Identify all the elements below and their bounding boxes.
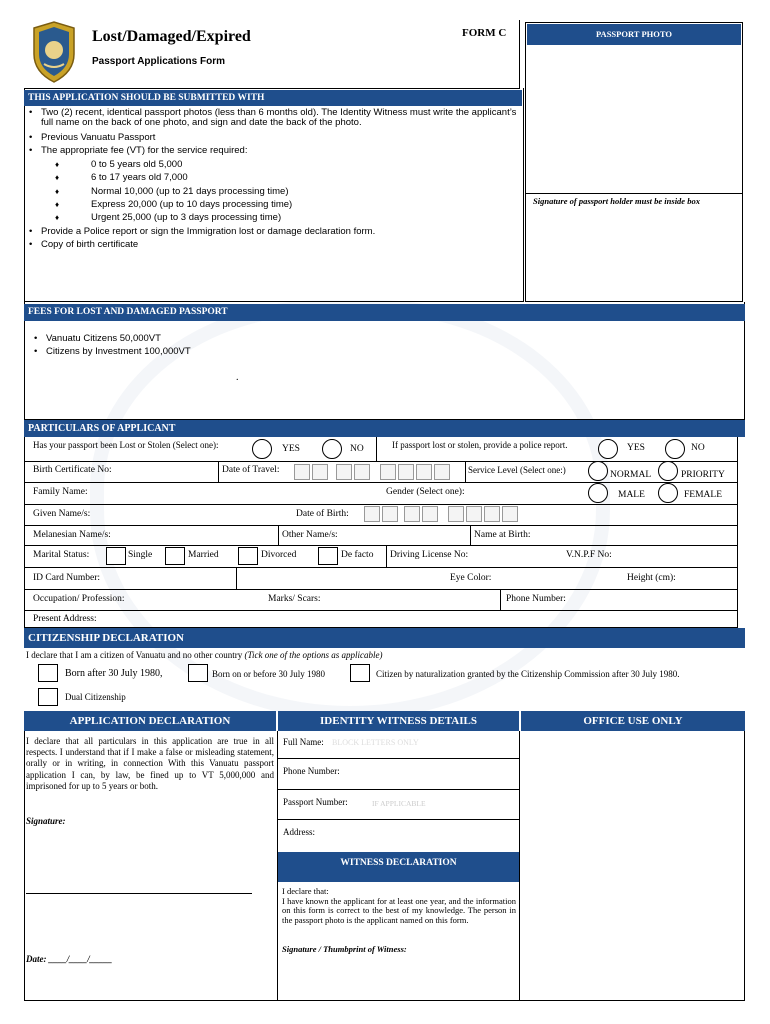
witness-passport-label: Passport Number: <box>283 797 348 807</box>
melanesian-names-label: Melanesian Name/s: <box>33 530 111 540</box>
gender-label: Gender (Select one): <box>386 487 465 497</box>
identity-witness-heading: IDENTITY WITNESS DETAILS <box>278 711 519 731</box>
form-code: FORM C <box>462 27 507 39</box>
requirement-birth-certificate: • Copy of birth certificate <box>29 238 521 251</box>
dob-input[interactable] <box>364 505 534 523</box>
marital-status-label: Marital Status: <box>33 550 90 560</box>
lost-yes-radio[interactable] <box>252 439 272 459</box>
driving-license-label: Driving License No: <box>390 550 469 560</box>
fee-citizens: • Vanuatu Citizens 50,000VT <box>34 332 434 345</box>
passport-photo-label: PASSPORT PHOTO <box>527 24 741 45</box>
lost-no-label: NO <box>350 444 364 454</box>
dual-citizenship-label: Dual Citizenship <box>65 692 126 702</box>
fees-list <box>34 332 434 359</box>
service-normal-label: NORMAL <box>610 470 652 480</box>
dob-label: Date of Birth: <box>296 509 349 519</box>
travel-date-input[interactable] <box>294 463 464 481</box>
marital-single-label: Single <box>128 550 153 560</box>
marital-divorced-checkbox[interactable] <box>238 547 258 565</box>
born-before-label: Born on or before 30 July 1980 <box>212 669 325 679</box>
fee-item: ♦ Urgent 25,000 (up to 3 days processing time) <box>55 211 521 224</box>
requirement-photos: • Two (2) recent, identical passport photos (less than 6 months old). The Identity Witness must write the applicant’s full name on the back of one photo, and sign and date the back of the photo. <box>29 108 521 131</box>
lost-yes-label: YES <box>282 444 300 454</box>
marital-married-checkbox[interactable] <box>165 547 185 565</box>
occupation-label: Occupation/ Profession: <box>33 594 125 604</box>
office-use-heading: OFFICE USE ONLY <box>521 711 745 731</box>
service-level-label: Service Level (Select one:) <box>468 465 566 475</box>
citizenship-heading: CITIZENSHIP DECLARATION <box>24 628 745 648</box>
passport-photo-box[interactable] <box>525 22 743 302</box>
service-priority-label: PRIORITY <box>681 470 725 480</box>
form-title: Lost/Damaged/Expired <box>92 28 251 45</box>
dual-citizenship-checkbox[interactable] <box>38 688 58 706</box>
police-yes-radio[interactable] <box>598 439 618 459</box>
police-no-radio[interactable] <box>665 439 685 459</box>
witness-declaration-heading: WITNESS DECLARATION <box>278 852 519 882</box>
witness-declaration-text: I declare that: I have known the applicant for at least one year, and the information on this form is correct to the best of my knowledge. The person in the passport photo is the applicant named on this form. <box>282 886 516 925</box>
submission-heading: THIS APPLICATION SHOULD BE SUBMITTED WITH <box>24 90 522 106</box>
travel-date-label: Date of Travel: <box>222 465 280 475</box>
requirement-previous-passport: • Previous Vanuatu Passport <box>29 131 521 144</box>
name-at-birth-label: Name at Birth: <box>474 530 531 540</box>
present-address-label: Present Address: <box>33 614 97 624</box>
fee-item: ♦ 0 to 5 years old 5,000 <box>55 158 521 171</box>
requirement-police-report: • Provide a Police report or sign the Immigration lost or damage declaration form. <box>29 225 521 238</box>
witness-phone-label: Phone Number: <box>283 766 340 776</box>
gender-male-label: MALE <box>618 490 645 500</box>
marital-married-label: Married <box>188 550 219 560</box>
marital-divorced-label: Divorced <box>261 550 297 560</box>
eye-color-label: Eye Color: <box>450 573 492 583</box>
witness-address-label: Address: <box>283 827 315 837</box>
id-card-label: ID Card Number: <box>33 573 101 583</box>
witness-signature-label: Signature / Thumbprint of Witness: <box>282 944 407 954</box>
fee-item: ♦ Express 20,000 (up to 10 days processing time) <box>55 198 521 211</box>
gender-male-radio[interactable] <box>588 483 608 503</box>
witness-full-name-hint: BLOCK LETTERS ONLY <box>332 738 419 747</box>
lost-no-radio[interactable] <box>322 439 342 459</box>
naturalization-checkbox[interactable] <box>350 664 370 682</box>
birth-certificate-label: Birth Certificate No: <box>33 465 112 475</box>
marital-defacto-checkbox[interactable] <box>318 547 338 565</box>
family-name-label: Family Name: <box>33 487 88 497</box>
height-label: Height (cm): <box>627 573 676 583</box>
application-declaration-heading: APPLICATION DECLARATION <box>24 711 276 731</box>
applicant-signature-line[interactable] <box>26 893 252 894</box>
born-after-label: Born after 30 July 1980, <box>65 668 163 679</box>
other-names-label: Other Name/s: <box>282 530 338 540</box>
given-names-label: Given Name/s: <box>33 509 91 519</box>
marks-scars-label: Marks/ Scars: <box>268 594 321 604</box>
requirement-fee: • The appropriate fee (VT) for the service required: <box>29 144 521 157</box>
service-normal-radio[interactable] <box>588 461 608 481</box>
gender-female-label: FEMALE <box>684 490 722 500</box>
police-no-label: NO <box>691 443 705 453</box>
witness-passport-hint: IF APPLICABLE <box>372 799 426 808</box>
phone-number-label: Phone Number: <box>506 594 566 604</box>
particulars-heading: PARTICULARS OF APPLICANT <box>24 420 745 437</box>
naturalization-label: Citizen by naturalization granted by the Citizenship Commission after 30 July 1980. <box>376 669 680 679</box>
signature-note: Signature of passport holder must be inside box <box>533 196 700 206</box>
fees-heading: FEES FOR LOST AND DAMAGED PASSPORT <box>24 304 745 321</box>
marital-single-checkbox[interactable] <box>106 547 126 565</box>
fee-item: ♦ 6 to 17 years old 7,000 <box>55 171 521 184</box>
applicant-signature-label: Signature: <box>26 816 66 826</box>
form-subtitle: Passport Applications Form <box>92 56 225 67</box>
born-before-checkbox[interactable] <box>188 664 208 682</box>
witness-full-name-label: Full Name: <box>283 737 324 747</box>
emblem-logo <box>30 20 78 84</box>
lost-stolen-question: Has your passport been Lost or Stolen (Select one): <box>33 440 219 450</box>
born-after-checkbox[interactable] <box>38 664 58 682</box>
application-declaration-text: I declare that all particulars in this application are true in all respects. I understand that if I make a false or misleading statement, orally or in writing, in connection With this Vanuatu passport application I can, by law, be fined up to VT 5,000,000 and imprisoned for up to 5 years or both. <box>26 736 274 791</box>
citizenship-declare: I declare that I am a citizen of Vanuatu and no other country (Tick one of the options as applicable) <box>26 650 383 660</box>
marital-defacto-label: De facto <box>341 550 374 560</box>
fee-item: ♦ Normal 10,000 (up to 21 days processing time) <box>55 185 521 198</box>
police-yes-label: YES <box>627 443 645 453</box>
submission-list <box>29 108 521 252</box>
applicant-date-label[interactable]: Date: ____/____/_____ <box>26 954 113 964</box>
stray-dot: . <box>236 372 239 383</box>
police-report-question: If passport lost or stolen, provide a police report. <box>392 440 568 450</box>
gender-female-radio[interactable] <box>658 483 678 503</box>
vnpf-label: V.N.P.F No: <box>566 550 612 560</box>
fee-investment: • Citizens by Investment 100,000VT <box>34 345 434 358</box>
service-priority-radio[interactable] <box>658 461 678 481</box>
